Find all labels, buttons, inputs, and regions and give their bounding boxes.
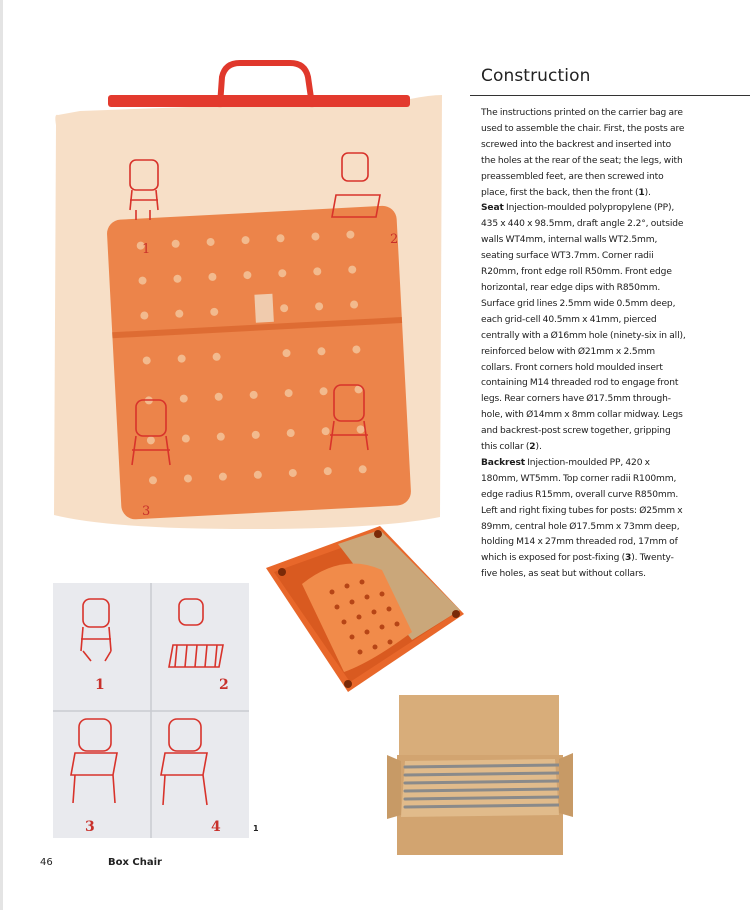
section-title: Construction <box>481 66 591 86</box>
backrest-photo <box>262 522 468 698</box>
seat-text: Injection-moulded polypropylene (PP), 435 x 440 x 98.5mm, draft angle 2.2°, outside walls WT4mm, internal walls WT2.5mm, seating surface WT3.7mm. Corner radii R20mm, front edge roll R50mm. Front edge horizontal, rear edge dips with R850mm. Surface grid lines 2.5mm wide 0.5mm deep, each grid-cell 40.5mm x 41mm, pierced centrally with a Ø16mm hole (ninety-six in all), reinforced below with Ø21mm x 2.5mm collars. Front corners hold moulded insert containing M14 threaded rod to engage front legs. Rear corners have Ø17.5mm through-hole, with Ø14mm x 8mm collar midway. Legs and backrest-post screw together, gripping this collar ( <box>481 203 686 453</box>
bag-step-3: 3 <box>142 504 151 519</box>
seat-label: Seat <box>481 203 504 214</box>
backrest-paragraph <box>481 456 687 583</box>
bag-illustration <box>50 55 445 535</box>
figure-caption-number: 1 <box>253 824 259 833</box>
figure-ref-2: 2 <box>529 442 536 453</box>
intro-end: ). <box>644 187 651 198</box>
page-number: 46 <box>40 857 53 868</box>
intro-text: The instructions printed on the carrier bag are used to assemble the chair. First, the posts are screwed into the backrest and inserted into the holes at the rear of the seat; the legs, with preassembled feet, are then screwed into place, first the back, then the front ( <box>481 108 685 198</box>
title-rule <box>470 95 750 96</box>
backrest-label: Backrest <box>481 457 525 468</box>
intro-paragraph <box>481 106 687 201</box>
bag-step-1: 1 <box>142 242 151 257</box>
figure-ref-3: 3 <box>625 553 632 564</box>
sheet-step-4: 4 <box>211 819 221 835</box>
sheet-step-3: 3 <box>85 819 95 835</box>
bag-photo <box>50 55 445 535</box>
seat-end: ). <box>535 442 542 453</box>
backrest-text: Injection-moulded PP, 420 x 180mm, WT5mm. Top corner radii R100mm, edge radius R15mm, overall curve R850mm. Left and right fixing tubes for posts: Ø25mm x 89mm, central hole Ø17.5mm x 73mm deep, holding M14 x 27mm threaded rod, 17mm of which is exposed for post-fixing ( <box>481 457 683 564</box>
instruction-sheet <box>53 583 249 838</box>
posts-box-photo <box>383 695 578 857</box>
running-head: Box Chair <box>108 857 162 868</box>
backrest-end: ). Twenty-five holes, as seat but without collars. <box>481 553 674 580</box>
bag-step-2: 2 <box>390 232 399 247</box>
page-edge <box>0 0 3 910</box>
figure-ref-1: 1 <box>638 187 645 198</box>
seat-paragraph <box>481 201 687 456</box>
sheet-step-2: 2 <box>219 677 229 693</box>
body-text <box>481 106 687 583</box>
sheet-step-1: 1 <box>95 677 105 693</box>
